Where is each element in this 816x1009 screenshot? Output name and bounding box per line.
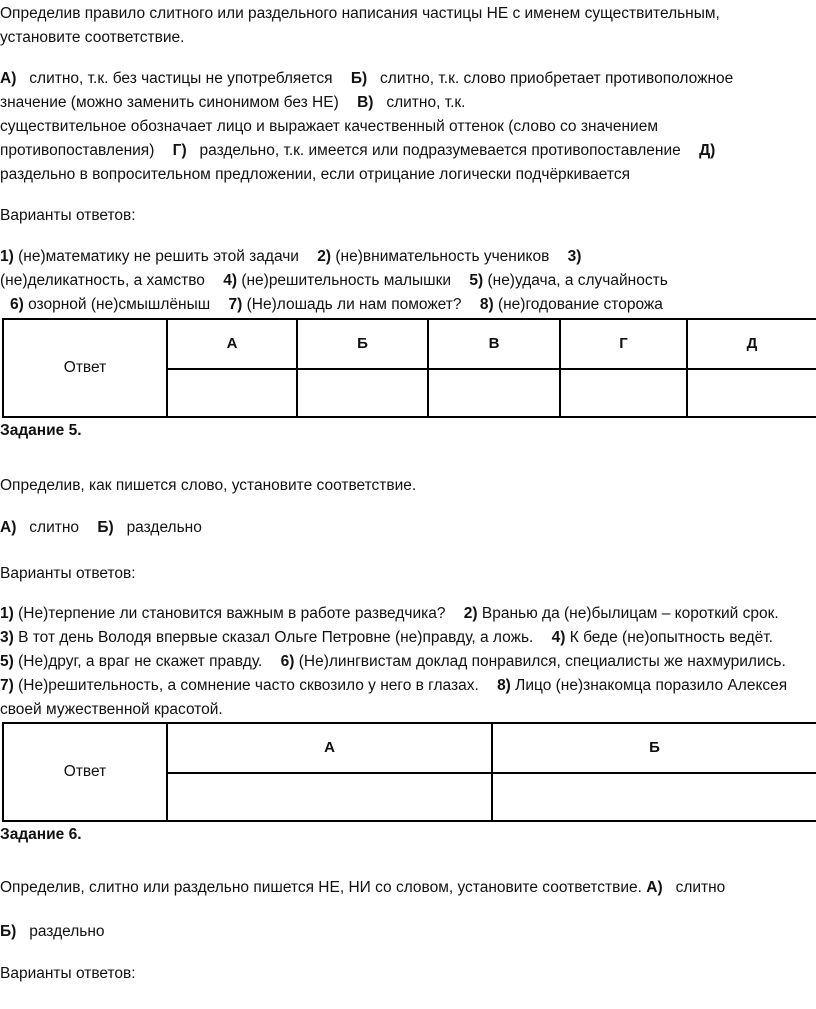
answer-cell-b[interactable]	[492, 773, 816, 821]
task4-rules-line5	[0, 163, 630, 188]
answer-label: Ответ	[3, 319, 167, 417]
rule-text-v-part1: слитно, т.к.	[386, 94, 466, 111]
rule-text-v-part2: существительное обозначает лицо и выражает качественный оттенок (слово со значением	[0, 118, 658, 135]
task4-intro-line2: установите соответствие.	[0, 29, 185, 46]
item-text: (Не)терпение ли становится важным в работе разведчика?	[18, 605, 446, 622]
rule-text-a: слитно, т.к. без частицы не употребляется	[29, 70, 333, 87]
task6-variants-label: Варианты ответов:	[0, 965, 136, 982]
item-num: 1)	[0, 248, 14, 265]
rule-text-a: слитно	[29, 519, 80, 536]
task5-intro: Определив, как пишется слово, установите соответствие.	[0, 477, 417, 494]
answer-cell-v[interactable]	[428, 369, 560, 417]
task5-title: Задание 5.	[0, 422, 82, 439]
task5-items-line2	[0, 626, 773, 651]
item-num: 6)	[10, 296, 24, 313]
rule-text-a: слитно	[675, 879, 726, 896]
item-num: 3)	[0, 629, 14, 646]
task5-answer-table	[2, 722, 816, 822]
task4-rules-line1	[0, 67, 733, 92]
item-text: (не)деликатность, а хамство	[0, 272, 205, 289]
column-header-d: Д	[687, 319, 816, 369]
item-num: 6)	[280, 653, 295, 670]
rule-text-d: раздельно в вопросительном предложении, если отрицание логически подчёркивается	[0, 166, 630, 183]
task6-title: Задание 6.	[0, 826, 82, 843]
rule-key-b: Б)	[350, 70, 368, 87]
item-text: В тот день Володя впервые сказал Ольге Петровне (не)правду, а ложь.	[18, 629, 534, 646]
item-text: (не)удача, а случайность	[487, 272, 668, 289]
item-text: (Не)лингвистам доклад понравился, специалисты же нахмурились.	[298, 653, 786, 670]
task4-rules-line4	[0, 139, 715, 164]
rule-text-g: раздельно, т.к. имеется или подразумевается противопоставление	[199, 142, 681, 159]
task4-answer-table	[2, 318, 816, 418]
rule-key-b: Б)	[97, 519, 114, 536]
task6-intro-line	[0, 876, 725, 901]
item-num: 4)	[223, 272, 237, 289]
item-text: (не)решительность малышки	[241, 272, 452, 289]
item-num: 2)	[317, 248, 332, 265]
task5-items-line1	[0, 602, 779, 627]
rule-key-g: Г)	[172, 142, 187, 159]
rule-key-a: А)	[0, 519, 17, 536]
task4-rules-line2	[0, 91, 465, 116]
item-num: 2)	[463, 605, 478, 622]
task6-rule-b	[0, 920, 105, 945]
task4-intro-line1: Определив правило слитного или раздельного написания частицы НЕ с именем существительным,	[0, 5, 720, 22]
rule-text-b-part1: слитно, т.к. слово приобретает противоположное	[380, 70, 734, 87]
answer-cell-a[interactable]	[167, 369, 297, 417]
item-text: (Не)друг, а враг не скажет правду.	[18, 653, 263, 670]
rule-key-a: А)	[646, 879, 663, 896]
column-header-g: Г	[560, 319, 687, 369]
item-text: озорной (не)смышлёныш	[28, 296, 211, 313]
item-text: К беде (не)опытность ведёт.	[569, 629, 773, 646]
task5-items-line4	[0, 674, 787, 699]
item-num: 7)	[0, 677, 14, 694]
task5-items-line3	[0, 650, 786, 675]
item-num: 5)	[469, 272, 484, 289]
item-num: 7)	[228, 296, 243, 313]
item-num: 8)	[497, 677, 511, 694]
column-header-b: Б	[297, 319, 428, 369]
column-header-a: А	[167, 319, 297, 369]
item-text: Вранью да (не)былицам – короткий срок.	[481, 605, 779, 622]
item-text-part2: своей мужественной красотой.	[0, 701, 223, 718]
column-header-a: А	[167, 723, 492, 773]
answer-label: Ответ	[3, 723, 167, 821]
rule-text-b-part2: значение (можно заменить синонимом без НЕ)	[0, 94, 339, 111]
task4-variants-label: Варианты ответов:	[0, 207, 136, 224]
rule-key-d: Д)	[699, 142, 716, 159]
task4-items-line2	[0, 269, 668, 294]
task4-rules-line3	[0, 115, 658, 140]
task5-items-line5	[0, 698, 223, 723]
item-text: (не)внимательность учеников	[335, 248, 550, 265]
task4-items-line3	[10, 293, 663, 318]
column-header-b: Б	[492, 723, 816, 773]
item-num: 4)	[551, 629, 566, 646]
answer-cell-d[interactable]	[687, 369, 816, 417]
item-num: 8)	[479, 296, 494, 313]
rule-key-a: А)	[0, 70, 17, 87]
item-text: (Не)решительность, а сомнение часто сквозило у него в глазах.	[18, 677, 479, 694]
rule-text-v-part3: противопоставления)	[0, 142, 155, 159]
answer-cell-b[interactable]	[297, 369, 428, 417]
task5-rules	[0, 516, 202, 541]
item-text: (не)математику не решить этой задачи	[18, 248, 299, 265]
rule-text-b: раздельно	[29, 923, 105, 940]
item-text: (не)годование сторожа	[497, 296, 663, 313]
item-num: 3)	[567, 248, 582, 265]
rule-key-b: Б)	[0, 923, 17, 940]
answer-cell-g[interactable]	[560, 369, 687, 417]
item-num: 1)	[0, 605, 14, 622]
task5-variants-label: Варианты ответов:	[0, 565, 136, 582]
task4-items-line1	[0, 245, 581, 270]
item-num: 5)	[0, 653, 14, 670]
task6-intro: Определив, слитно или раздельно пишется НЕ, НИ со словом, установите соответствие.	[0, 879, 642, 896]
item-text-part1: Лицо (не)знакомца поразило Алексея	[515, 677, 788, 694]
column-header-v: В	[428, 319, 560, 369]
item-text: (Не)лошадь ли нам поможет?	[246, 296, 462, 313]
rule-key-v: В)	[357, 94, 374, 111]
rule-text-b: раздельно	[126, 519, 202, 536]
answer-cell-a[interactable]	[167, 773, 492, 821]
